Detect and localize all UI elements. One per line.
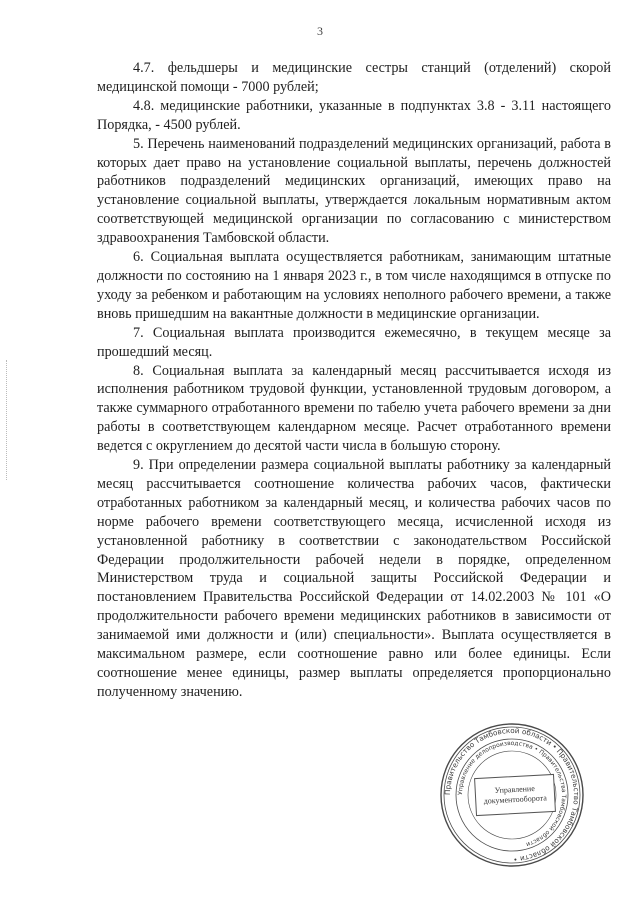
paragraph-4-7: 4.7. фельдшеры и медицинские сестры станций (отделений) скорой медицинской помощи - 7000 рублей; xyxy=(97,60,611,95)
stamp-box-line-1: Управление xyxy=(494,783,535,796)
stamp-outer-text: Правительство Тамбовской области • Правительство Тамбовской области • xyxy=(442,725,582,865)
paragraph-6: 6. Социальная выплата осуществляется работникам, занимающим штатные должности по состоянию на 1 января 2023 г., в том числе находящимся в отпуске по уходу за ребенком и работающим на условиях неполного рабочего времени, а также вновь пришедшим на вакантные должности в медицинские организации. xyxy=(97,249,611,322)
document-body xyxy=(97,59,611,702)
stamp-box-line-2: документооборота xyxy=(483,793,547,806)
paragraph-4-8: 4.8. медицинские работники, указанные в подпунктах 3.8 - 3.11 настоящего Порядка, - 4500 рублей. xyxy=(97,97,611,133)
page-number: 3 xyxy=(317,24,323,38)
margin-mark xyxy=(6,360,9,480)
paragraph-5: 5. Перечень наименований подразделений медицинских организаций, работа в которых дает право на установление социальной выплаты, перечень должностей работников подразделений медицинских организаций, имеющих право на установление социальной выплаты, утверждается локальным нормативным актом соответствующей медицинской организации по согласованию с министерством здравоохранения Тамбовской области. xyxy=(97,135,611,247)
official-stamp xyxy=(437,720,587,870)
paragraph-9: 9. При определении размера социальной выплаты работнику за календарный месяц рассчитывается соотношение количества рабочих часов, фактически отработанных работником за календарный месяц, и количества рабочих часов по норме рабочего времени соответствующего месяца, исчисленной исходя из установленной работнику в соответствии с законодательством Российской Федерации продолжительности рабочей недели в порядке, определенном Министерством труда и социальной защиты Российской Федерации и постановлением Правительства Российской Федерации от 14.02.2003 № 101 «О продолжительности рабочего времени медицинских работников в зависимости от занимаемой ими должности и (или) специальности». Выплата осуществляется в максимальном размере, если соотношение равно или более единицы. Если соотношение менее единицы, размер выплаты определяется пропорционально полученному значению. xyxy=(97,457,611,700)
paragraph-7: 7. Социальная выплата производится ежемесячно, в текущем месяце за прошедший месяц. xyxy=(97,324,611,360)
stamp-inner-text: Управление делопроизводства • Правительства Тамбовской области xyxy=(456,739,568,848)
paragraph-8: 8. Социальная выплата за календарный месяц рассчитывается исходя из исполнения работником трудовой функции, установленной трудовым договором, а также суммарного отработанного времени по табелю учета рабочего времени за дни работы в соответствующем календарном месяце. Расчет отработанного времени ведется с округлением до десятой части числа в большую сторону. xyxy=(97,362,611,455)
stamp-center-box xyxy=(474,774,556,816)
